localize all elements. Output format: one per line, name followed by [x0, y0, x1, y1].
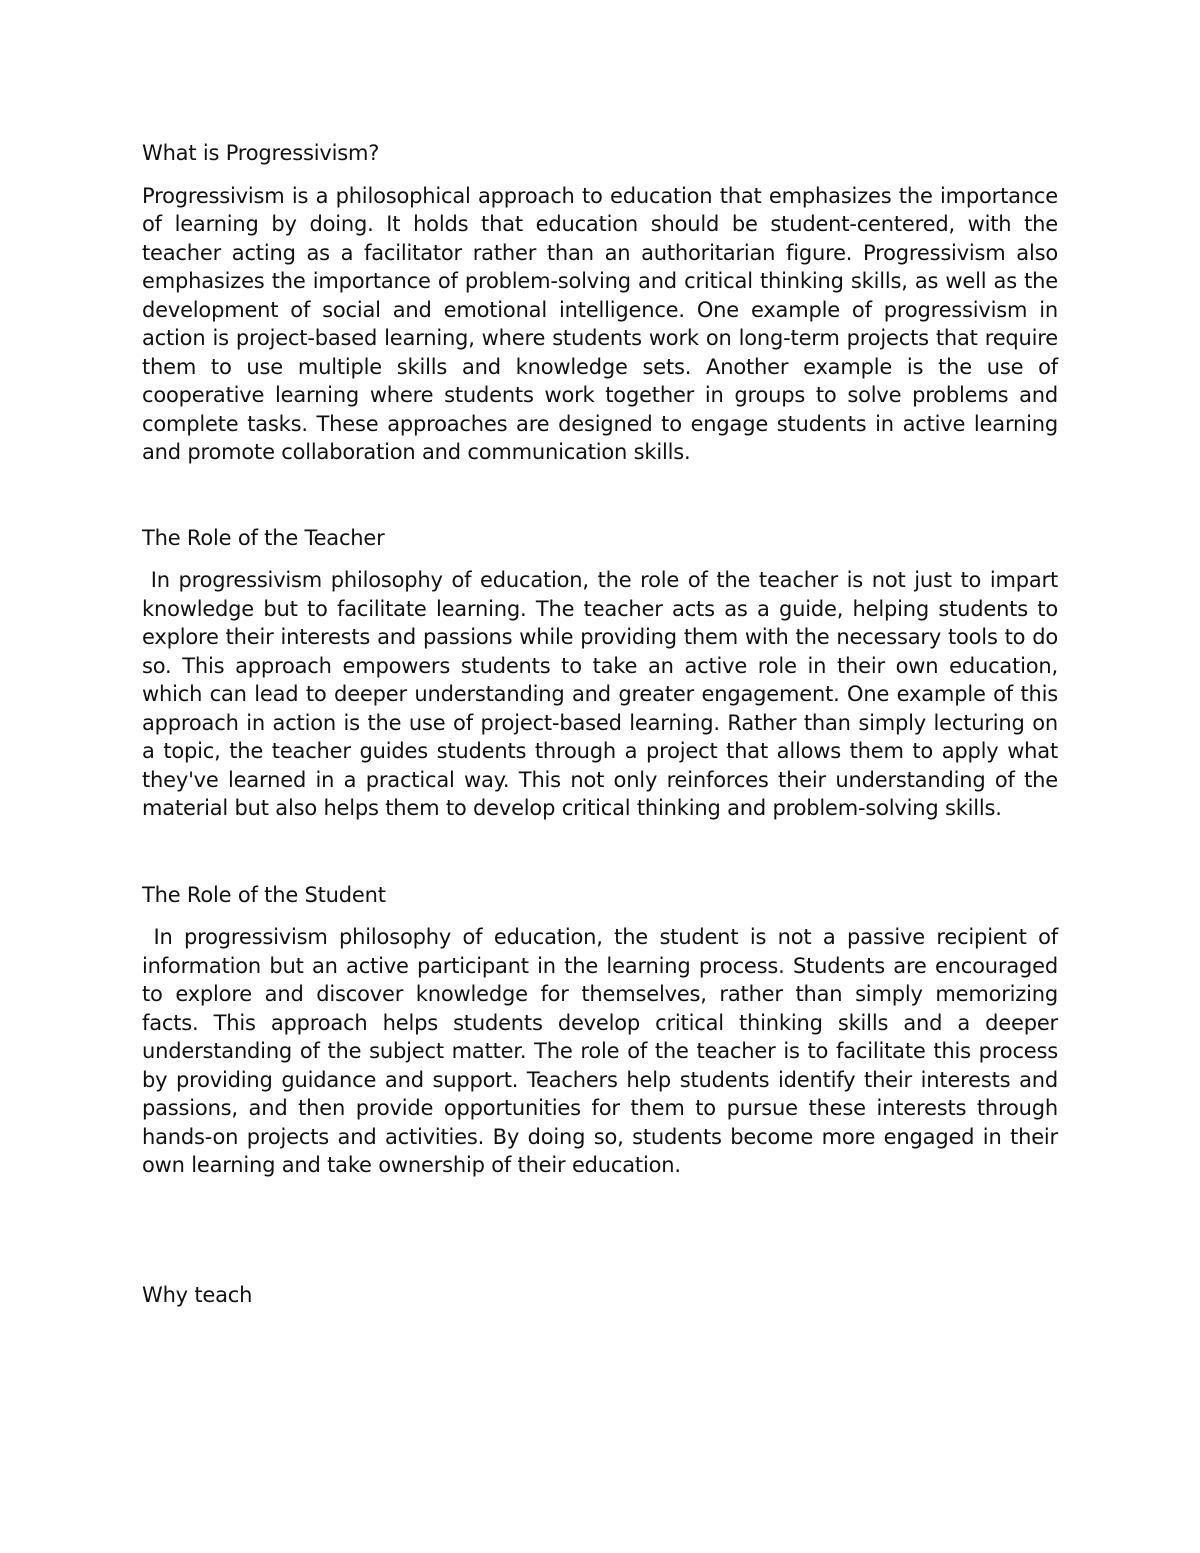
section-body-role-of-student: In progressivism philosophy of education, the student is not a passive recipient of information but an active participant in the learning process. Students are encouraged to explore and discover knowledge for themselves, rather than simply memorizing facts. This approach helps students develop critical thinking skills and a deeper understanding of the subject matter. The role of the teacher is to facilitate this process by providing guidance and support. Teachers help students identify their interests and passions, and then provide opportunities for them to pursue these interests through hands-on projects and activities. By doing so, students become more engaged in their own learning and take ownership of their education. [142, 925, 1065, 1177]
section-body-progressivism: Progressivism is a philosophical approach to education that emphasizes the importance of learning by doing. It holds that education should be student-centered, with the teacher acting as a facilitator rather than an authoritarian figure. Progressivism also emphasizes the importance of problem-solving and critical thinking skills, as well as the development of social and emotional intelligence. One example of progressivism in action is project-based learning, where students work on long-term projects that require them to use multiple skills and knowledge sets. Another example is the use of cooperative learning where students work together in groups to solve problems and complete tasks. These approaches are designed to engage students in active learning and promote collaboration and communication skills. [142, 183, 1058, 464]
section-heading-progressivism: What is Progressivism? [142, 141, 380, 165]
section-heading-role-of-student: The Role of the Student [142, 882, 386, 907]
document-page [142, 139, 1065, 1309]
section-body-role-of-teacher: In progressivism philosophy of education, the role of the teacher is not just to impart knowledge but to facilitate learning. The teacher acts as a guide, helping students to explore their interests and passions while providing them with the necessary tools to do so. This approach empowers students to take an active role in their own education, which can lead to deeper understanding and greater engagement. One example of this approach in action is the use of project-based learning. Rather than simply lecturing on a topic, the teacher guides students through a project that allows them to apply what they've learned in a practical way. This not only reinforces their understanding of the material but also helps them to develop critical thinking and problem-solving skills. [142, 568, 1065, 820]
section-heading-role-of-teacher: The Role of the Teacher [142, 525, 385, 550]
section-heading-why-teach: Why teach [142, 1282, 253, 1307]
